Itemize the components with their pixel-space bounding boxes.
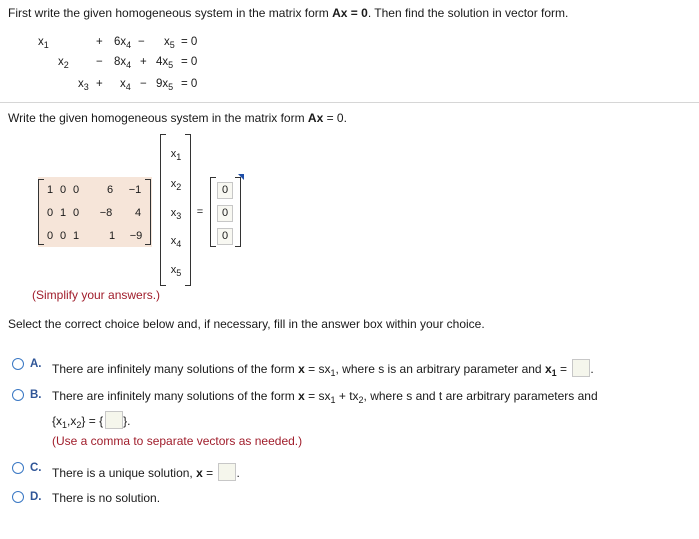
matrix-left-bracket [38,179,44,245]
zero-entry[interactable]: 0 [217,228,233,245]
choice-b-radio[interactable] [12,389,24,401]
equals-sign: = [196,206,204,218]
matrix-cell: 0 [72,184,80,196]
vector-entry: $x_4$ [170,235,182,249]
choice-c-text: There is a unique solution, x = . [52,463,240,481]
eq3-term3: $9x_5$ [156,78,174,92]
matrix-cell: 1 [72,230,80,242]
eq2-term1: $x_2$ [58,56,69,70]
eq3-term1: $x_3$ [78,78,89,92]
choice-a-text: There are infinitely many solutions of the form $x = sx_1$, where s is an arbitrary parameter and $x_1$ = . [52,359,594,377]
eq3-rhs: = 0 [181,78,198,90]
choice-a-letter: A. [30,358,42,370]
matrix-cell: 1 [59,207,67,219]
vector-entry: $x_2$ [170,178,182,192]
eq2-rhs: = 0 [181,56,198,68]
matrix-cell: 1 [46,184,54,196]
matrix-cell: 4 [134,207,142,219]
eq3-term2: $x_4$ [120,78,131,92]
instruction-bold: Ax = 0 [332,6,368,20]
eq3-op1: + [96,78,103,90]
matrix-cell: 0 [46,230,54,242]
instruction-post: . Then find the solution in vector form. [367,6,569,20]
eq3-op2: − [140,78,147,90]
choice-c-letter: C. [30,462,42,474]
eq2-op2: + [140,56,147,68]
answer-marker-icon [238,174,244,180]
eq2-term3: $4x_5$ [156,56,174,70]
vector-entry: $x_1$ [170,148,182,162]
vector-entry: $x_5$ [170,264,182,278]
choice-d-letter: D. [30,491,42,503]
divider [0,102,699,103]
choice-d-radio[interactable] [12,491,24,503]
choice-b-text: There are infinitely many solutions of the form $x = sx_1 + tx_2$, where s and t are arbitrary parameters and [52,389,598,405]
matrix-cell: 0 [72,207,80,219]
matrix-cell: 0 [59,184,67,196]
matrix-cell: 0 [46,207,54,219]
instruction-text [8,6,568,20]
choice-b-note: (Use a comma to separate vectors as needed.) [52,434,303,448]
matrix-cell: 6 [106,184,114,196]
matrix-cell: 0 [59,230,67,242]
eq1-term2: $6x_4$ [114,36,132,50]
eq1-op1: + [96,36,103,48]
eq2-op1: − [96,56,103,68]
choice-c-answer-box[interactable] [218,463,236,481]
eq2-term2: $8x_4$ [114,56,132,70]
eq1-term3: $x_5$ [164,36,175,50]
zero-right-bracket [235,177,241,247]
choice-a-radio[interactable] [12,358,24,370]
vector-entry: $x_3$ [170,207,182,221]
choice-b-letter: B. [30,389,42,401]
eq1-rhs: = 0 [181,36,198,48]
simplify-note: (Simplify your answers.) [32,288,161,302]
choice-d-text: There is no solution. [52,491,161,505]
matrix-cell: −8 [99,207,113,219]
choice-b-set: $\{x_1,x_2\}$ = { }. [52,411,130,429]
choice-prompt: Select the correct choice below and, if necessary, fill in the answer box within your choice. [8,317,485,331]
matrix-cell: 1 [108,230,116,242]
choice-c-radio[interactable] [12,462,24,474]
matrix-cell: −9 [129,230,143,242]
choice-a-answer-box[interactable] [572,359,590,377]
zero-entry[interactable]: 0 [217,182,233,199]
matrix-form-prompt: Write the given homogeneous system in the matrix form Ax = 0. [8,111,347,125]
zero-left-bracket [210,177,216,247]
choice-b-answer-box[interactable] [105,411,123,429]
matrix-cell: −1 [128,184,142,196]
instruction-pre: First write the given homogeneous system in the matrix form [8,6,333,20]
zero-entry[interactable]: 0 [217,205,233,222]
eq1-term1: $x_1$ [38,36,49,50]
eq1-op2: − [138,36,145,48]
